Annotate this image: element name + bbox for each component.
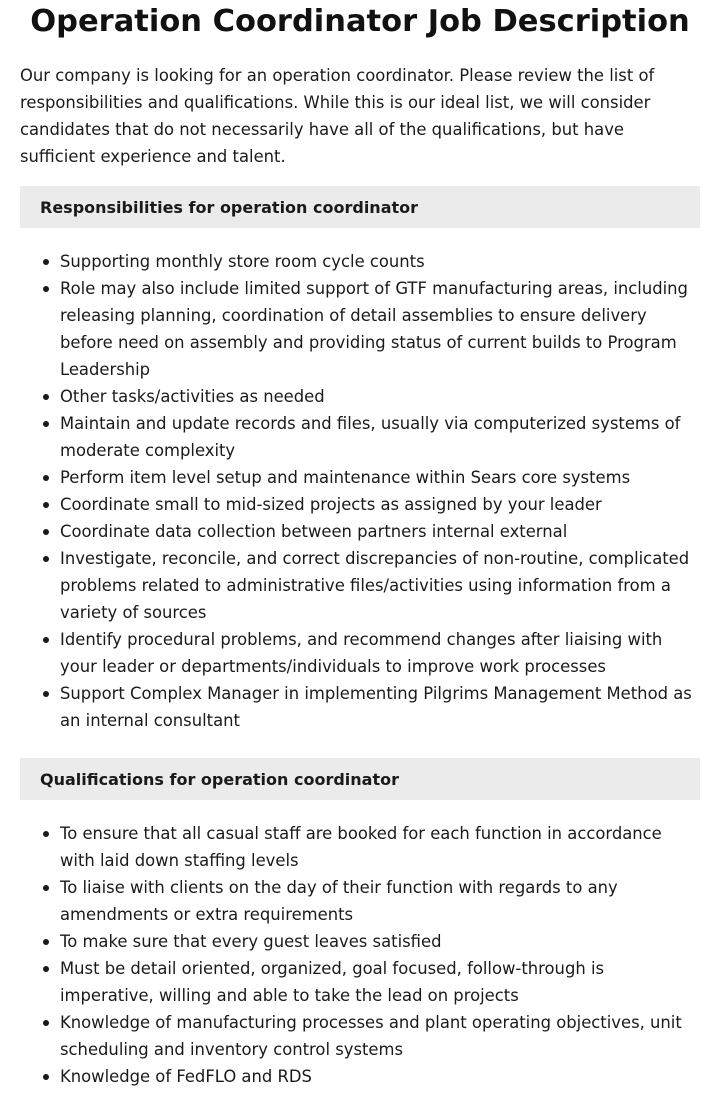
list-item: Investigate, reconcile, and correct discrepancies of non-routine, complicated problems related to administrative files/activities using information from a variety of sources	[60, 545, 700, 626]
list-item: Identify procedural problems, and recommend changes after liaising with your leader or departments/individuals to improve work processes	[60, 626, 700, 680]
list-item: Coordinate data collection between partners internal external	[60, 518, 700, 545]
list-item: Knowledge of FedFLO and RDS	[60, 1063, 700, 1090]
list-item: Other tasks/activities as needed	[60, 383, 700, 410]
list-item: Coordinate small to mid-sized projects as assigned by your leader	[60, 491, 700, 518]
section-spacer	[20, 734, 700, 742]
list-item: Maintain and update records and files, usually via computerized systems of moderate complexity	[60, 410, 700, 464]
list-item: Support Complex Manager in implementing Pilgrims Management Method as an internal consultant	[60, 680, 700, 734]
intro-paragraph: Our company is looking for an operation coordinator. Please review the list of responsibilities and qualifications. While this is our ideal list, we will consider candidates that do not necessarily have all of the qualifications, but have sufficient experience and talent.	[20, 66, 655, 166]
list-item: Knowledge of manufacturing processes and plant operating objectives, unit scheduling and inventory control systems	[60, 1009, 700, 1063]
page-title: Operation Coordinator Job Description	[30, 4, 690, 39]
list-item: Supporting monthly store room cycle counts	[60, 248, 700, 275]
list-item: To make sure that every guest leaves satisfied	[60, 928, 700, 955]
list-item: Must be detail oriented, organized, goal focused, follow-through is imperative, willing and able to take the lead on projects	[60, 955, 700, 1009]
responsibilities-list	[20, 248, 700, 734]
responsibilities-heading: Responsibilities for operation coordinator	[20, 186, 700, 228]
qualifications-heading: Qualifications for operation coordinator	[20, 758, 700, 800]
list-item: To liaise with clients on the day of their function with regards to any amendments or extra requirements	[60, 874, 700, 928]
list-item: Role may also include limited support of GTF manufacturing areas, including releasing planning, coordination of detail assemblies to ensure delivery before need on assembly and providing status of current builds to Program Leadership	[60, 275, 700, 383]
list-item: To ensure that all casual staff are booked for each function in accordance with laid down staffing levels	[60, 820, 700, 874]
list-item: Perform item level setup and maintenance within Sears core systems	[60, 464, 700, 491]
qualifications-list	[20, 820, 700, 1090]
